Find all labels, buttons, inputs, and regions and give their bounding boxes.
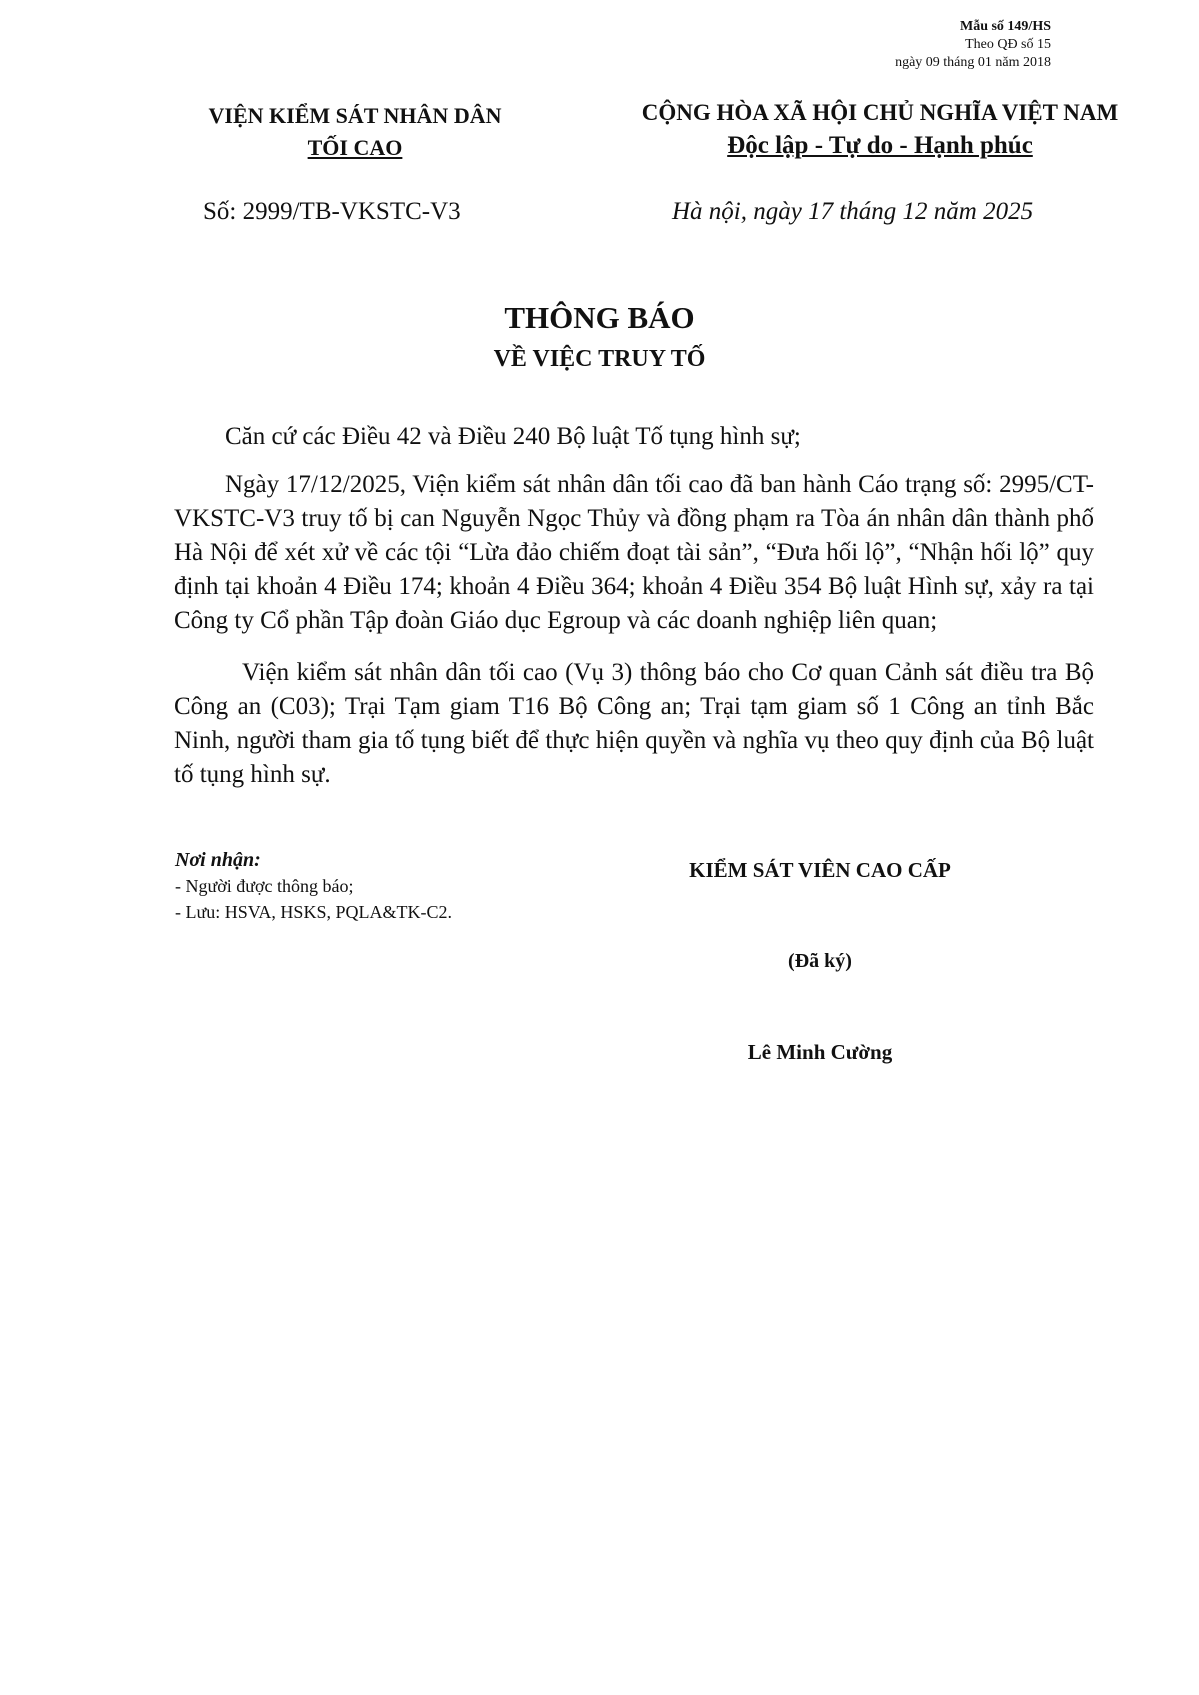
country-name: CỘNG HÒA XÃ HỘI CHỦ NGHĨA VIỆT NAM — [641, 100, 1119, 125]
recipients-block — [175, 847, 452, 925]
recipient-item: - Người được thông báo; — [175, 876, 354, 896]
national-motto — [600, 97, 1160, 163]
recipient-item: - Lưu: HSVA, HSKS, PQLA&TK-C2. — [175, 902, 452, 922]
body-paragraph: Căn cứ các Điều 42 và Điều 240 Bộ luật Tố tụng hình sự; — [225, 423, 801, 450]
body-paragraph: Ngày 17/12/2025, Viện kiểm sát nhân dân tối cao đã ban hành Cáo trạng số: 2995/CT-VKSTC-V3 truy tố bị can Nguyễn Ngọc Thủy và đồng phạm ra Tòa án nhân dân thành phố Hà Nội để xét xử về các tội “Lừa đảo chiếm đoạt tài sản”, “Đưa hối lộ”, “Nhận hối lộ” quy định tại khoản 4 Điều 174; khoản 4 Điều 364; khoản 4 Điều 354 Bộ luật Hình sự, xảy ra tại Công ty Cổ phần Tập đoàn Giáo dục Egroup và các doanh nghiệp liên quan; — [174, 471, 1094, 634]
agency-name-line2: TỐI CAO — [307, 135, 403, 160]
motto: Độc lập - Tự do - Hạnh phúc — [727, 132, 1033, 159]
agency-header — [175, 100, 535, 164]
document-subtitle: VỀ VIỆC TRUY TỐ — [493, 346, 706, 372]
form-decision: Theo QĐ số 15 — [965, 37, 1051, 52]
signer-title: KIỂM SÁT VIÊN CAO CẤP — [689, 858, 951, 882]
agency-name-line1: VIỆN KIỂM SÁT NHÂN DÂN — [208, 103, 502, 128]
document-title: THÔNG BÁO — [504, 300, 695, 335]
form-number: Mẫu số 149/HS — [959, 19, 1051, 34]
body-paragraph: Viện kiểm sát nhân dân tối cao (Vụ 3) thông báo cho Cơ quan Cảnh sát điều tra Bộ Công an (C03); Trại Tạm giam T16 Bộ Công an; Trại tạm giam số 1 Công an tỉnh Bắc Ninh, người tham gia tố tụng biết để thực hiện quyền và nghĩa vụ theo quy định của Bộ luật tố tụng hình sự. — [174, 659, 1094, 788]
document-body — [174, 420, 1094, 806]
signed-note: (Đã ký) — [788, 950, 852, 972]
recipients-heading: Nơi nhận: — [175, 849, 261, 871]
signer-name: Lê Minh Cường — [747, 1040, 893, 1064]
form-reference — [895, 18, 1051, 72]
form-decision-date: ngày 09 tháng 01 năm 2018 — [895, 55, 1051, 70]
place-date: Hà nội, ngày 17 tháng 12 năm 2025 — [672, 198, 1034, 225]
document-number: Số: 2999/TB-VKSTC-V3 — [203, 198, 461, 225]
